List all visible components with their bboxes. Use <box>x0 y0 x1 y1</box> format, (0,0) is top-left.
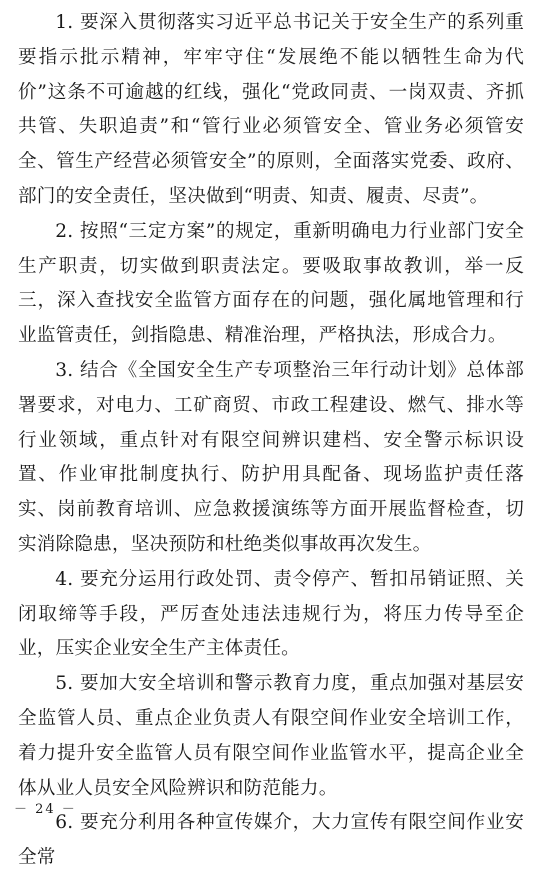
document-page <box>18 6 524 876</box>
paragraph-3: 3. 结合《全国安全生产专项整治三年行动计划》总体部署要求，对电力、工矿商贸、市政工程建设、燃气、排水等行业领域，重点针对有限空间辨识建档、安全警示标识设置、作业审批制度执行、防护用具配备、现场监护责任落实、岗前教育培训、应急救援演练等方面开展监督检查，切实消除隐患，坚决预防和杜绝类似事故再次发生。 <box>18 359 524 555</box>
paragraph-2: 2. 按照“三定方案”的规定，重新明确电力行业部门安全生产职责，切实做到职责法定。要吸取事故教训，举一反三，深入查找安全监管方面存在的问题，强化属地管理和行业监管责任，剑指隐患、精准治理，严格执法，形成合力。 <box>18 220 524 347</box>
paragraph-4: 4. 要充分运用行政处罚、责令停产、暂扣吊销证照、关闭取缔等手段，严厉查处违法违规行为，将压力传导至企业，压实企业安全生产主体责任。 <box>18 568 524 660</box>
page-number: － 24 － <box>14 802 77 817</box>
paragraph-6: 6. 要充分利用各种宣传媒介，大力宣传有限空间作业安全常 <box>18 812 524 869</box>
paragraph-1: 1. 要深入贯彻落实习近平总书记关于安全生产的系列重要指示批示精神，牢牢守住“发展绝不能以牺牲生命为代价”这条不可逾越的红线，强化“党政同责、一岗双责、齐抓共管、失职追责”和“管行业必须管安全、管业务必须管安全、管生产经营必须管安全”的原则，全面落实党委、政府、部门的安全责任，坚决做到“明责、知责、履责、尽责”。 <box>18 12 524 207</box>
paragraph-5: 5. 要加大安全培训和警示教育力度，重点加强对基层安全监管人员、重点企业负责人有限空间作业安全培训工作，着力提升安全监管人员有限空间作业监管水平，提高企业全体从业人员安全风险辨识和防范能力。 <box>18 673 524 799</box>
